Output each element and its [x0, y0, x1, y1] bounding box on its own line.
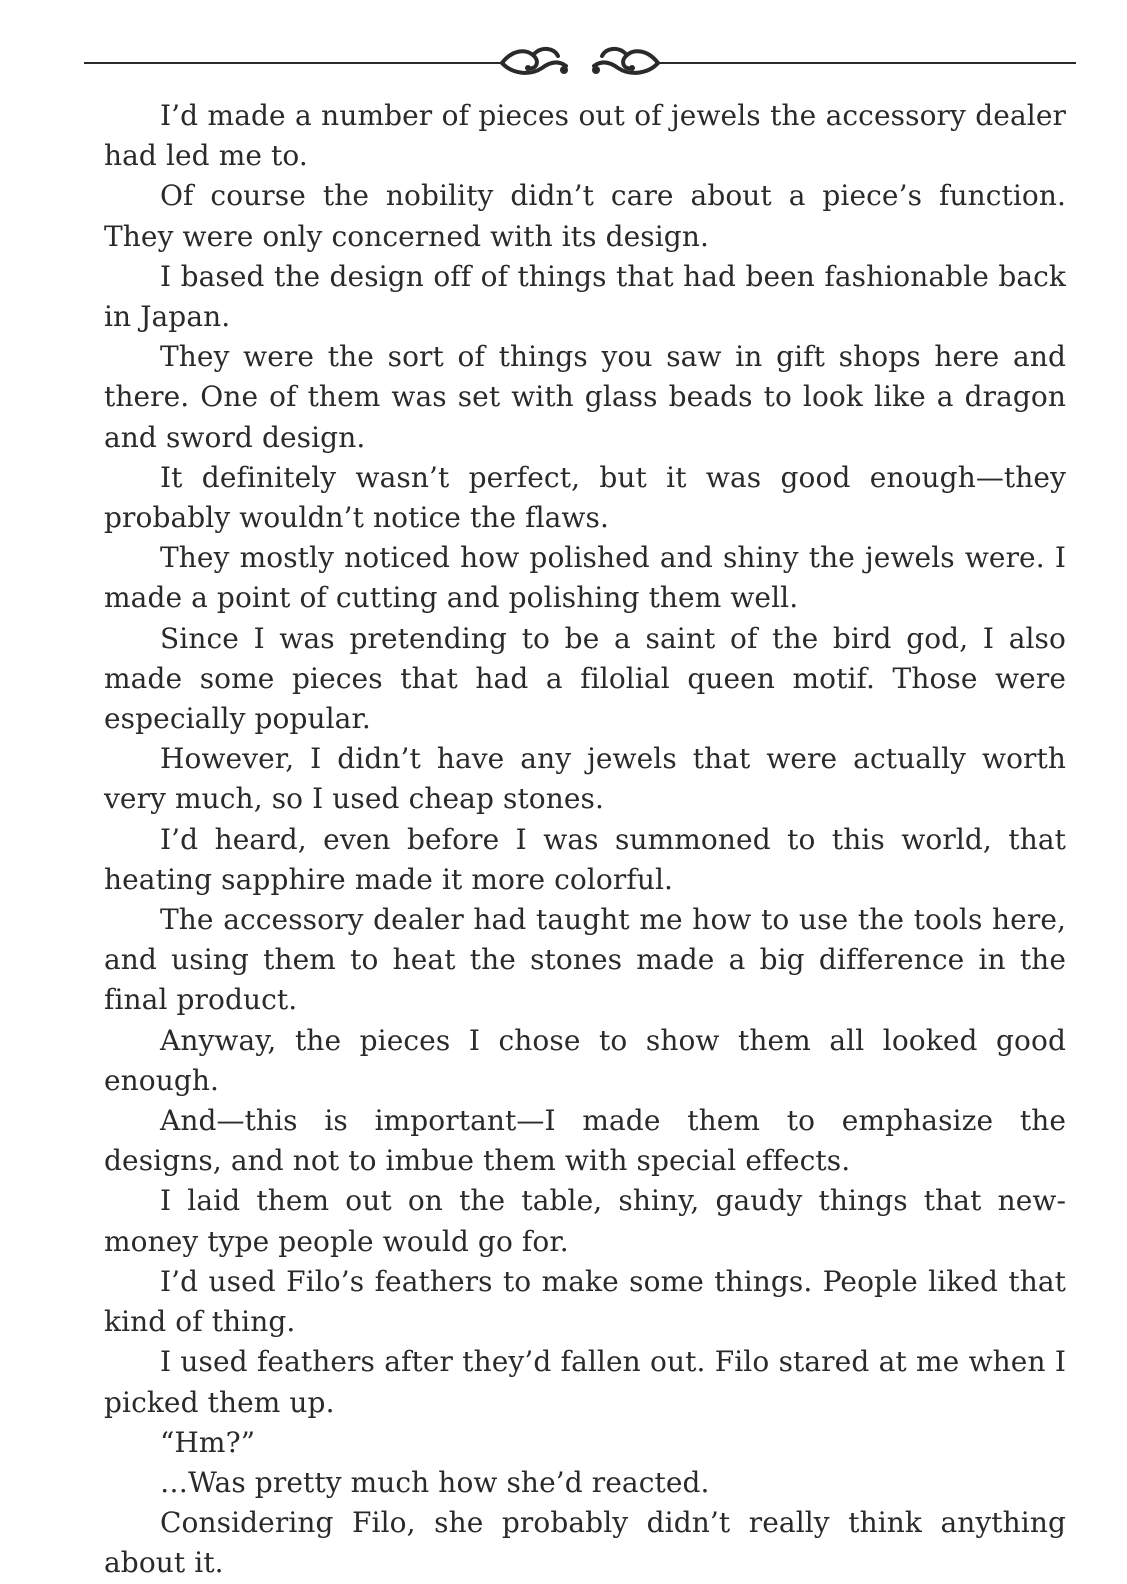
paragraph: I’d made a number of pieces out of jewels the accessory dealer had led me to.	[104, 99, 1066, 173]
paragraph: The accessory dealer had taught me how to use the tools here, and using them to heat the stones made a big difference in the final product.	[104, 903, 1066, 1017]
paragraph: They mostly noticed how polished and shiny the jewels were. I made a point of cutting and polishing them well.	[104, 541, 1066, 615]
paragraph: Since I was pretending to be a saint of the bird god, I also made some pieces that had a filolial queen motif. Those were especially popular.	[104, 621, 1066, 736]
paragraph: “Hm?”	[160, 1425, 256, 1459]
paragraph: …Was pretty much how she’d reacted.	[160, 1465, 710, 1499]
paragraph: I used feathers after they’d fallen out. Filo stared at me when I picked them up.	[104, 1345, 1066, 1419]
paragraph: They were the sort of things you saw in gift shops here and there. One of them was set with glass beads to look like a dragon and sword design.	[104, 340, 1066, 454]
paragraph: However, I didn’t have any jewels that were actually worth very much, so I used cheap stones.	[104, 742, 1066, 816]
paragraph: I laid them out on the table, shiny, gaudy things that new-money type people would go for.	[104, 1184, 1066, 1258]
paragraph: It definitely wasn’t perfect, but it was good enough—they probably wouldn’t notice the flaws.	[104, 460, 1066, 535]
paragraph: I based the design off of things that had been fashionable back in Japan.	[104, 259, 1066, 334]
body-text	[104, 96, 1066, 1584]
paragraph: Of course the nobility didn’t care about a piece’s function. They were only concerned with its design.	[104, 179, 1066, 253]
paragraph: I’d heard, even before I was summoned to this world, that heating sapphire made it more colorful.	[104, 822, 1066, 896]
paragraph: Considering Filo, she probably didn’t really think anything about it.	[104, 1506, 1066, 1580]
paragraph: I’d used Filo’s feathers to make some things. People liked that kind of thing.	[104, 1264, 1066, 1339]
paragraph: Anyway, the pieces I chose to show them all looked good enough.	[104, 1023, 1066, 1097]
flourish-ornament-icon	[84, 40, 1076, 90]
paragraph: And—this is important—I made them to emphasize the designs, and not to imbue them with special effects.	[104, 1104, 1066, 1178]
